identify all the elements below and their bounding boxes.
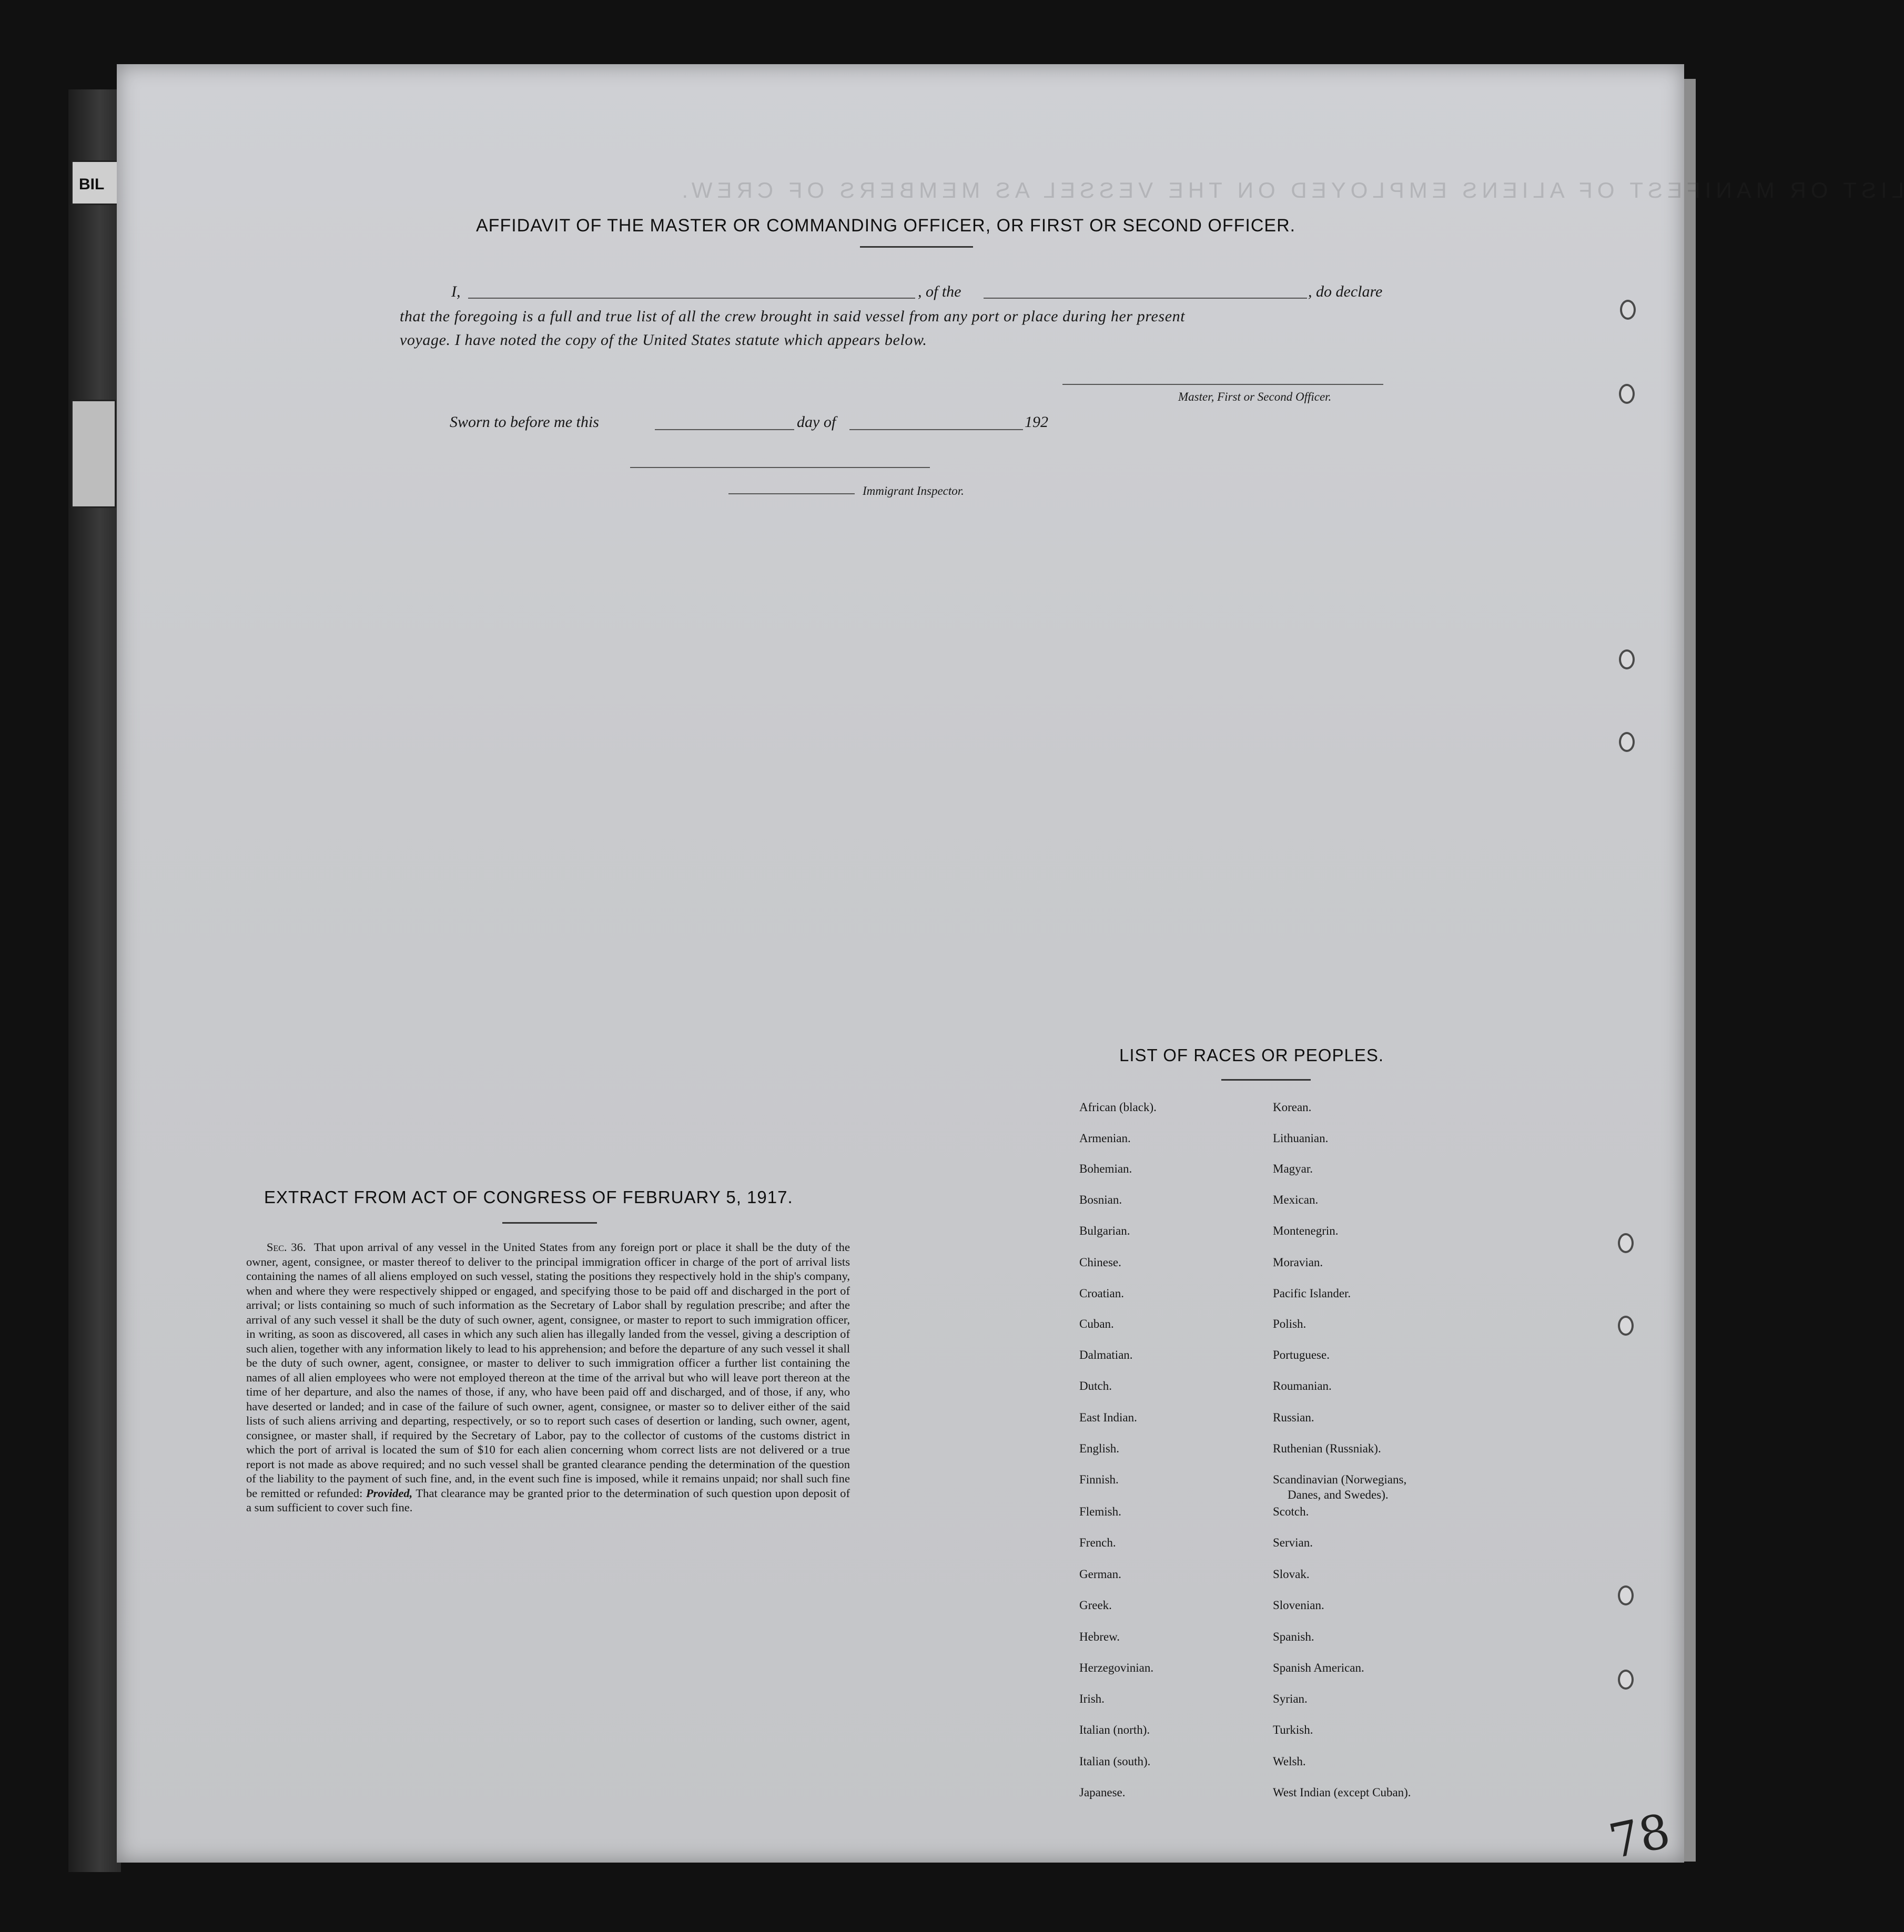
signature-line bbox=[1062, 384, 1383, 385]
left-race-item: Cuban. bbox=[1079, 1317, 1114, 1330]
page-right-rim bbox=[1684, 79, 1696, 1862]
under-sheet-tab: BIL bbox=[71, 160, 121, 205]
affidavit-line-3: voyage. I have noted the copy of the United States statute which appears below. bbox=[400, 331, 927, 349]
right-race-item: Magyar. bbox=[1273, 1162, 1313, 1175]
statute-body-2: That clearance may be granted prior to the determination of such question upon deposit of a sum sufficient to cover such fine. bbox=[246, 1486, 850, 1514]
right-race-item: Spanish. bbox=[1273, 1630, 1314, 1643]
right-race-item: Pacific Islander. bbox=[1273, 1287, 1351, 1300]
left-race-item: German. bbox=[1079, 1568, 1121, 1581]
races-title: LIST OF RACES OR PEOPLES. bbox=[1119, 1045, 1384, 1065]
right-race-item: Syrian. bbox=[1273, 1692, 1308, 1705]
day-blank-line bbox=[655, 429, 794, 430]
month-blank-line bbox=[849, 429, 1023, 430]
right-race-item: Portuguese. bbox=[1273, 1348, 1330, 1361]
statute-body-1: That upon arrival of any vessel in the United States from any foreign port or place it shall be the duty of the owner, agent, consignee, or master thereof to deliver to the principal immigration officer in charge of the port of arrival lists containing the names of all aliens employed on such vessel, stating the positions they respectively hold in the ship's company, when and where they were respectively shipped or engaged, and specifying those to be paid off and discharged in the port of arrival; or lists containing so much of such information as the Secretary of Labor shall by regulation prescribe; and after the arrival of any such vessel it shall be the duty of such owner, agent, consignee, or master to report to such immigration officer, in writing, as soon as discovered, all cases in which any such alien has illegally landed from the vessel, giving a description of such alien, together with any information likely to lead to his apprehension; and before the departure of any such vessel it shall be the duty of such owner, agent, consignee, or master to deliver to such immigration officer a further list containing the names of all alien employees who were not employed thereon at the time of the arrival but who will leave port thereon at the time of her departure, and also the names of those, if any, who have been paid off and discharged, and of those, if any, who have deserted or landed; and in case of the failure of such owner, agent, consignee, or master so to deliver either of the said lists of such aliens arriving and departing, respectively, or so to report such cases of desertion or landing, such owner, agent, consignee, or master shall, if required by the Secretary of Labor, pay to the collector of customs of the customs district in which the port of arrival is located the sum of $10 for each alien concerning whom correct lists are not delivered or a true report is not made as above required; and no such vessel shall be granted clearance pending the determination of the question of the liability to the payment of such fine, and, in the event such fine is imposed, while it remains unpaid; nor shall such fine be remitted or refunded: bbox=[246, 1240, 850, 1500]
right-race-item: Lithuanian. bbox=[1273, 1132, 1329, 1145]
binder-hole bbox=[1618, 1233, 1634, 1253]
left-race-item: Irish. bbox=[1079, 1692, 1105, 1705]
right-race-item: Slovak. bbox=[1273, 1568, 1310, 1581]
extract-title: EXTRACT FROM ACT OF CONGRESS OF FEBRUARY 5, 1917. bbox=[264, 1187, 793, 1207]
binder-hole bbox=[1618, 1585, 1634, 1605]
right-race-item: Montenegrin. bbox=[1273, 1224, 1339, 1237]
right-race-item: Ruthenian (Russniak). bbox=[1273, 1442, 1381, 1455]
affidavit-title: AFFIDAVIT OF THE MASTER OR COMMANDING OFFICER, OR FIRST OR SECOND OFFICER. bbox=[476, 216, 1296, 236]
right-race-item: Welsh. bbox=[1273, 1755, 1306, 1768]
left-race-item: Bohemian. bbox=[1079, 1162, 1132, 1175]
left-race-item: Bosnian. bbox=[1079, 1193, 1122, 1206]
right-race-item: Slovenian. bbox=[1273, 1599, 1324, 1612]
extract-rule bbox=[502, 1222, 597, 1224]
right-race-item: Korean. bbox=[1273, 1101, 1312, 1114]
right-race-item: Turkish. bbox=[1273, 1723, 1313, 1736]
signature-caption: Master, First or Second Officer. bbox=[1178, 390, 1332, 403]
right-race-item: Scandinavian (Norwegians, bbox=[1273, 1473, 1407, 1486]
inspector-signature-line bbox=[630, 467, 930, 468]
left-race-item: Herzegovinian. bbox=[1079, 1661, 1154, 1674]
left-race-item: Flemish. bbox=[1079, 1505, 1121, 1518]
inspector-caption-line bbox=[728, 493, 855, 494]
day-of-text: day of bbox=[797, 413, 836, 431]
left-race-item: Bulgarian. bbox=[1079, 1224, 1130, 1237]
right-race-item: Servian. bbox=[1273, 1536, 1313, 1549]
year-prefix: 192 bbox=[1025, 413, 1048, 431]
handwritten-mark: 78 bbox=[1604, 1803, 1675, 1870]
right-race-item: Polish. bbox=[1273, 1317, 1307, 1330]
left-race-item: Italian (south). bbox=[1079, 1755, 1151, 1768]
inspector-caption: Immigrant Inspector. bbox=[863, 484, 964, 497]
bleed-through-text: LIST OR MANIFEST OF ALIENS EMPLOYED ON THE VESSEL AS MEMBERS OF CREW. bbox=[677, 178, 1904, 202]
scan-left-edge bbox=[68, 89, 121, 1872]
binder-hole bbox=[1619, 649, 1635, 669]
statute-text bbox=[246, 1240, 850, 1515]
left-race-item: Finnish. bbox=[1079, 1473, 1119, 1486]
right-race-item: Mexican. bbox=[1273, 1193, 1319, 1206]
right-race-item: Roumanian. bbox=[1273, 1379, 1332, 1392]
left-race-item: Greek. bbox=[1079, 1599, 1112, 1612]
right-race-item: Spanish American. bbox=[1273, 1661, 1364, 1674]
left-race-item: French. bbox=[1079, 1536, 1116, 1549]
binder-hole bbox=[1618, 1670, 1634, 1690]
left-race-item: Chinese. bbox=[1079, 1256, 1121, 1269]
vessel-blank-line bbox=[984, 298, 1307, 299]
left-race-item: Croatian. bbox=[1079, 1287, 1124, 1300]
right-race-item: West Indian (except Cuban). bbox=[1273, 1786, 1411, 1799]
right-race-item: Scotch. bbox=[1273, 1505, 1309, 1518]
left-race-item: East Indian. bbox=[1079, 1411, 1137, 1424]
section-label: Sec. 36. bbox=[266, 1240, 306, 1254]
binder-hole bbox=[1619, 384, 1635, 404]
right-race-item: Moravian. bbox=[1273, 1256, 1323, 1269]
races-rule bbox=[1221, 1079, 1311, 1081]
binder-hole bbox=[1620, 300, 1636, 320]
right-race-item-continuation: Danes, and Swedes). bbox=[1288, 1488, 1389, 1501]
of-the-text: , of the bbox=[918, 283, 961, 300]
left-race-item: Armenian. bbox=[1079, 1132, 1131, 1145]
left-race-item: African (black). bbox=[1079, 1101, 1157, 1114]
left-race-item: Italian (north). bbox=[1079, 1723, 1150, 1736]
left-race-item: Dutch. bbox=[1079, 1379, 1112, 1392]
title-rule bbox=[860, 246, 973, 248]
affidavit-line-2: that the foregoing is a full and true list of all the crew brought in said vessel from any port or place during her present bbox=[400, 308, 1186, 325]
proviso-label: Provided, bbox=[366, 1486, 413, 1500]
left-race-item: Hebrew. bbox=[1079, 1630, 1120, 1643]
left-race-item: Dalmatian. bbox=[1079, 1348, 1133, 1361]
sworn-text: Sworn to before me this bbox=[450, 413, 599, 431]
binder-hole bbox=[1618, 1316, 1634, 1336]
binder-hole bbox=[1619, 732, 1635, 752]
left-race-item: English. bbox=[1079, 1442, 1120, 1455]
affidavit-pronoun: I, bbox=[451, 283, 461, 300]
name-blank-line bbox=[468, 298, 915, 299]
right-race-item: Russian. bbox=[1273, 1411, 1314, 1424]
under-sheet-strip bbox=[71, 400, 116, 508]
do-declare-text: , do declare bbox=[1308, 283, 1383, 300]
left-race-item: Japanese. bbox=[1079, 1786, 1126, 1799]
